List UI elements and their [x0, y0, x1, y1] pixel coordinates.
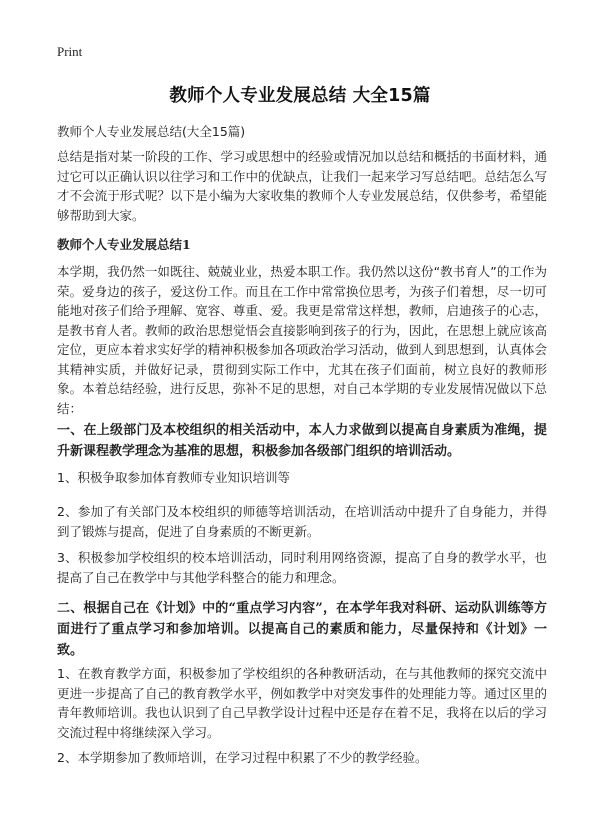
list-item: 1、在教育教学方面，积极参加了学校组织的各种教研活动，在与其他教师的探究交流中更进一步提高了自己的教育教学水平，例如教学中对突发事件的处理能力等。通过区里的青年教师培训。我也认识到了自己早教学设计过程中还是存在着不足，我将在以后的学习交流过程中将继续深入学习。: [57, 666, 547, 740]
list-item: 1、积极争取参加体育教师专业知识培训等: [57, 470, 290, 485]
list-item: 2、参加了有关部门及本校组织的师德等培训活动，在培训活动中提升了自身能力，并得到了锻炼与提高，促进了自身素质的不断更新。: [57, 504, 547, 539]
intro-paragraph: 总结是指对某一阶段的工作、学习或思想中的经验或情况加以总结和概括的书面材料，通过它可以正确认识以往学习和工作中的优缺点，让我们一起来学习写总结吧。总结怎么写才不会流于形式呢？以下是小编为大家收集的教师个人专业发展总结，仅供参考，希望能够帮助到大家。: [57, 149, 547, 223]
section-heading-1: 一、在上级部门及本校组织的相关活动中，本人力求做到以提高自身素质为准绳，提升新课程教学理念为基准的思想，积极参加各级部门组织的培训活动。: [57, 423, 547, 459]
list-item: 2、本学期参加了教师培训，在学习过程中积累了不少的教学经验。: [57, 750, 428, 765]
list-item: 3、积极参加学校组织的校本培训活动，同时利用网络资源，提高了自身的教学水平，也提高了自己在教学中与其他学科整合的能力和理念。: [57, 550, 547, 585]
page-title: 教师个人专业发展总结 大全15篇: [169, 86, 431, 106]
section-title: 教师个人专业发展总结1: [57, 237, 191, 252]
section-body-paragraph: 本学期，我仍然一如既往、兢兢业业，热爱本职工作。我仍然以这份“教书育人”的工作为荣。爱身边的孩子，爱这份工作。而且在工作中常常换位思考，为孩子们着想，尽一切可能地对孩子们给予理解、宽容、尊重、爱。我更是常常这样想，教师，启迪孩子的心志，是教书育人者。教师的政治思想觉悟会直接影响到孩子的行为，因此，在思想上就应该高定位，更应本着求实好学的精神积极参加各项政治学习活动，做到人到思想到，认真体会其精神实质，并做好记录，贯彻到实际工作中，尤其在孩子们面前，树立良好的教师形象。本着总结经验，进行反思，弥补不足的思想，对自己本学期的专业发展情况做以下总结：: [57, 264, 547, 416]
section-heading-2: 二、根据自己在《计划》中的“重点学习内容”，在本学年我对科研、运动队训练等方面进行了重点学习和参加培训。以提高自己的素质和能力，尽量保持和《计划》一致。: [57, 601, 547, 658]
print-link[interactable]: Print: [57, 44, 83, 59]
article-subtitle: 教师个人专业发展总结(大全15篇): [57, 124, 246, 139]
